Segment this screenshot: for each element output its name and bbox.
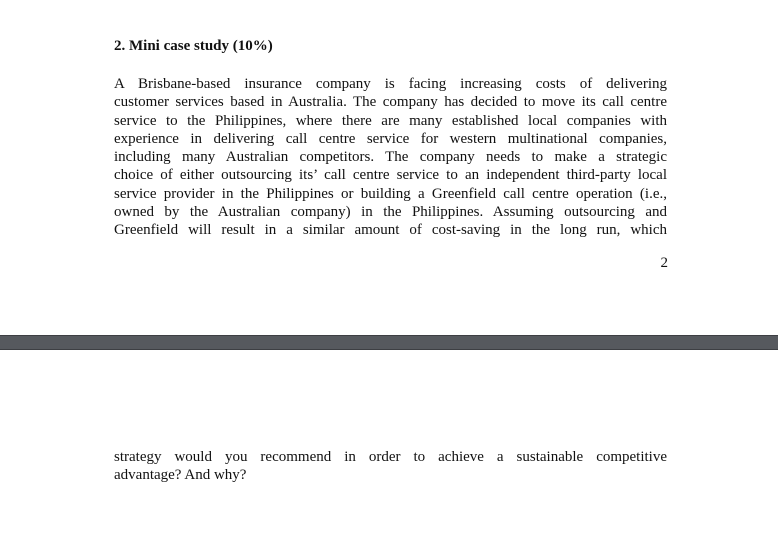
paragraph-line: service to the Philippines, where there are many established local companies with — [114, 112, 667, 129]
paragraph-line: Greenfield will result in a similar amount of cost-saving in the long run, which — [114, 222, 667, 239]
document-page-2 — [0, 350, 778, 543]
paragraph-line: A Brisbane-based insurance company is facing increasing costs of delivering — [114, 76, 667, 92]
paragraph-line: owned by the Australian company) in the Philippines. Assuming outsourcing and — [114, 204, 667, 221]
case-study-paragraph — [114, 75, 667, 240]
paragraph-line: including many Australian competitors. The company needs to make a strategic — [114, 149, 667, 166]
paragraph-line: customer services based in Australia. The company has decided to move its call centre — [114, 94, 667, 111]
section-heading: 2. Mini case study (10%) — [114, 38, 273, 54]
paragraph-line: choice of either outsourcing its’ call centre service to an independent third-party local — [114, 167, 667, 184]
paragraph-line: experience in delivering call centre service for western multinational companies, — [114, 130, 667, 147]
page-break-separator — [0, 335, 778, 350]
paragraph-line: service provider in the Philippines or building a Greenfield call centre operation (i.e., — [114, 185, 667, 202]
paragraph-line: strategy would you recommend in order to achieve a sustainable competitive — [114, 449, 667, 465]
page-number: 2 — [660, 255, 668, 271]
paragraph-line: advantage? And why? — [114, 467, 247, 484]
case-study-paragraph-continued — [114, 448, 667, 485]
